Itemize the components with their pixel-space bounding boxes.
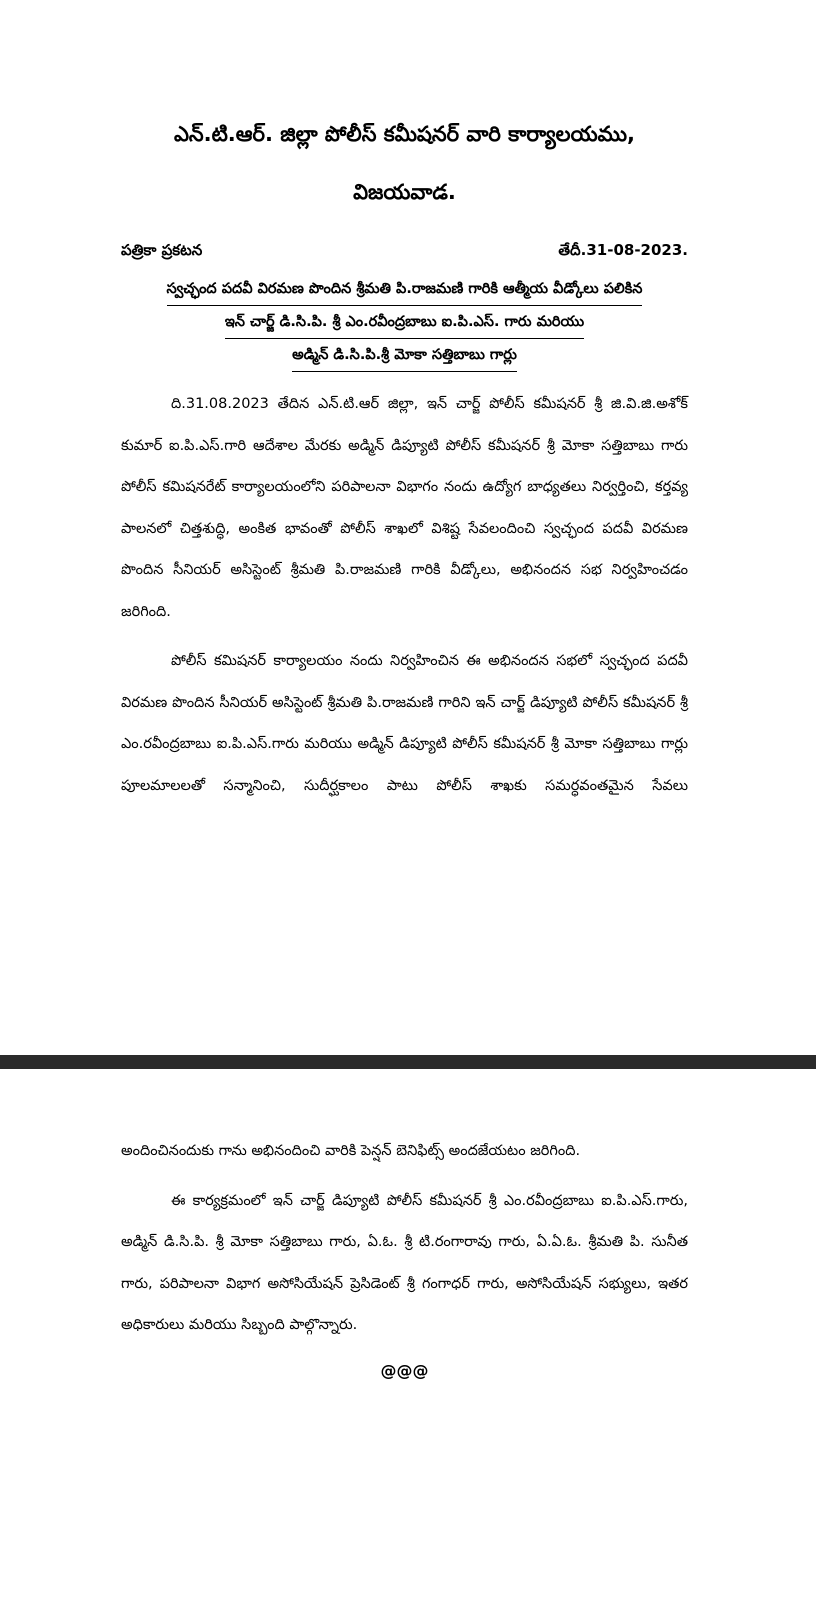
release-date: తేదీ.31-08-2023. bbox=[558, 241, 688, 259]
document-page-2 bbox=[0, 1069, 816, 1599]
press-release-label: పత్రికా ప్రకటన bbox=[121, 241, 203, 259]
subject-line-1: స్వచ్ఛంద పదవీ విరమణ పొందిన శ్రీమతి పి.రాజమణి గారికి ఆత్మీయ వీడ్కోలు పలికిన bbox=[167, 273, 643, 306]
office-title-line1: ఎన్.టి.ఆర్. జిల్లా పోలీస్ కమీషనర్ వారి కార్యాలయము, bbox=[173, 122, 636, 146]
subject-line-2: ఇన్ చార్జ్ డి.సి.పి. శ్రీ ఎం.రవీంద్రబాబు ఐ.పి.ఎస్. గారు మరియు bbox=[225, 306, 584, 339]
page-1-content bbox=[121, 105, 688, 807]
press-meta-row bbox=[121, 235, 688, 265]
office-title-line2: విజయవాడ. bbox=[353, 180, 456, 204]
subject-line-3: అడ్మిన్ డి.సి.పి.శ్రీ మోకా సత్తిబాబు గార్లు bbox=[292, 339, 517, 372]
body-paragraph-1: ది.31.08.2023 తేదిన ఎన్.టి.ఆర్ జిల్లా, ఇన్ చార్జ్ పోలీస్ కమీషనర్ శ్రీ జి.వి.జి.అశోక్ కుమార్ ఐ.పి.ఎస్.గారి ఆదేశాల మేరకు అడ్మిన్ డిప్యూటి పోలీస్ కమీషనర్ శ్రీ మోకా సత్తిబాబు గారు పోలీస్ కమిషనరేట్ కార్యాలయంలోని పరిపాలనా విభాగం నందు ఉద్యోగ బాధ్యతలు నిర్వర్తించి, కర్తవ్య పాలనలో చిత్తశుద్ధి, అంకిత భావంతో పోలీస్ శాఖలో విశిష్ట సేవలందించి స్వచ్ఛంద పదవీ విరమణ పొందిన సీనియర్ అసిస్టెంట్ శ్రీమతి పి.రాజమణి గారికి వీడ్కోలు, అభినందన సభ నిర్వహించడం జరిగింది. bbox=[121, 396, 688, 620]
body-paragraph-2-continued: అందించినందుకు గాను అభినందించి వారికి పెన్షన్ బెనిఫిట్స్ అందజేయటం జరిగింది. bbox=[121, 1143, 581, 1159]
subject-heading bbox=[121, 273, 688, 372]
body-paragraph-2: పోలీస్ కమిషనర్ కార్యాలయం నందు నిర్వహించిన ఈ అభినందన సభలో స్వచ్ఛంద పదవీ విరమణ పొందిన సీనియర్ అసిస్టెంట్ శ్రీమతి పి.రాజమణి గారిని ఇన్ చార్జ్ డిప్యూటి పోలీస్ కమీషనర్ శ్రీ ఎం.రవీంద్రబాబు ఐ.పి.ఎస్.గారు మరియు అడ్మిన్ డిప్యూటి పోలీస్ కమీషనర్ శ్రీ మోకా సత్తిబాబు గార్లు పూలమాలలతో సన్మానించి, సుదీర్ఘకాలం పాటు పోలీస్ శాఖకు సమర్ధవంతమైన సేవలు bbox=[121, 653, 688, 794]
page-2-content bbox=[121, 1131, 688, 1380]
end-mark: @@@ bbox=[380, 1360, 429, 1380]
page-separator bbox=[0, 1055, 816, 1069]
body-paragraph-3: ఈ కార్యక్రమంలో ఇన్ చార్జ్ డిప్యూటి పోలీస్ కమీషనర్ శ్రీ ఎం.రవీంద్రబాబు ఐ.పి.ఎస్.గారు, అడ్మిన్ డి.సి.పి. శ్రీ మోకా సత్తిబాబు గారు, ఏ.ఓ. శ్రీ టి.రంగారావు గారు, ఏ.ఏ.ఓ. శ్రీమతి పి. సునీత గారు, పరిపాలనా విభాగ అసోసియేషన్ ప్రెసిడెంట్ శ్రీ గంగాధర్ గారు, అసోసియేషన్ సభ్యులు, ఇతర అధికారులు మరియు సిబ్బంది పాల్గొన్నారు. bbox=[121, 1192, 688, 1333]
